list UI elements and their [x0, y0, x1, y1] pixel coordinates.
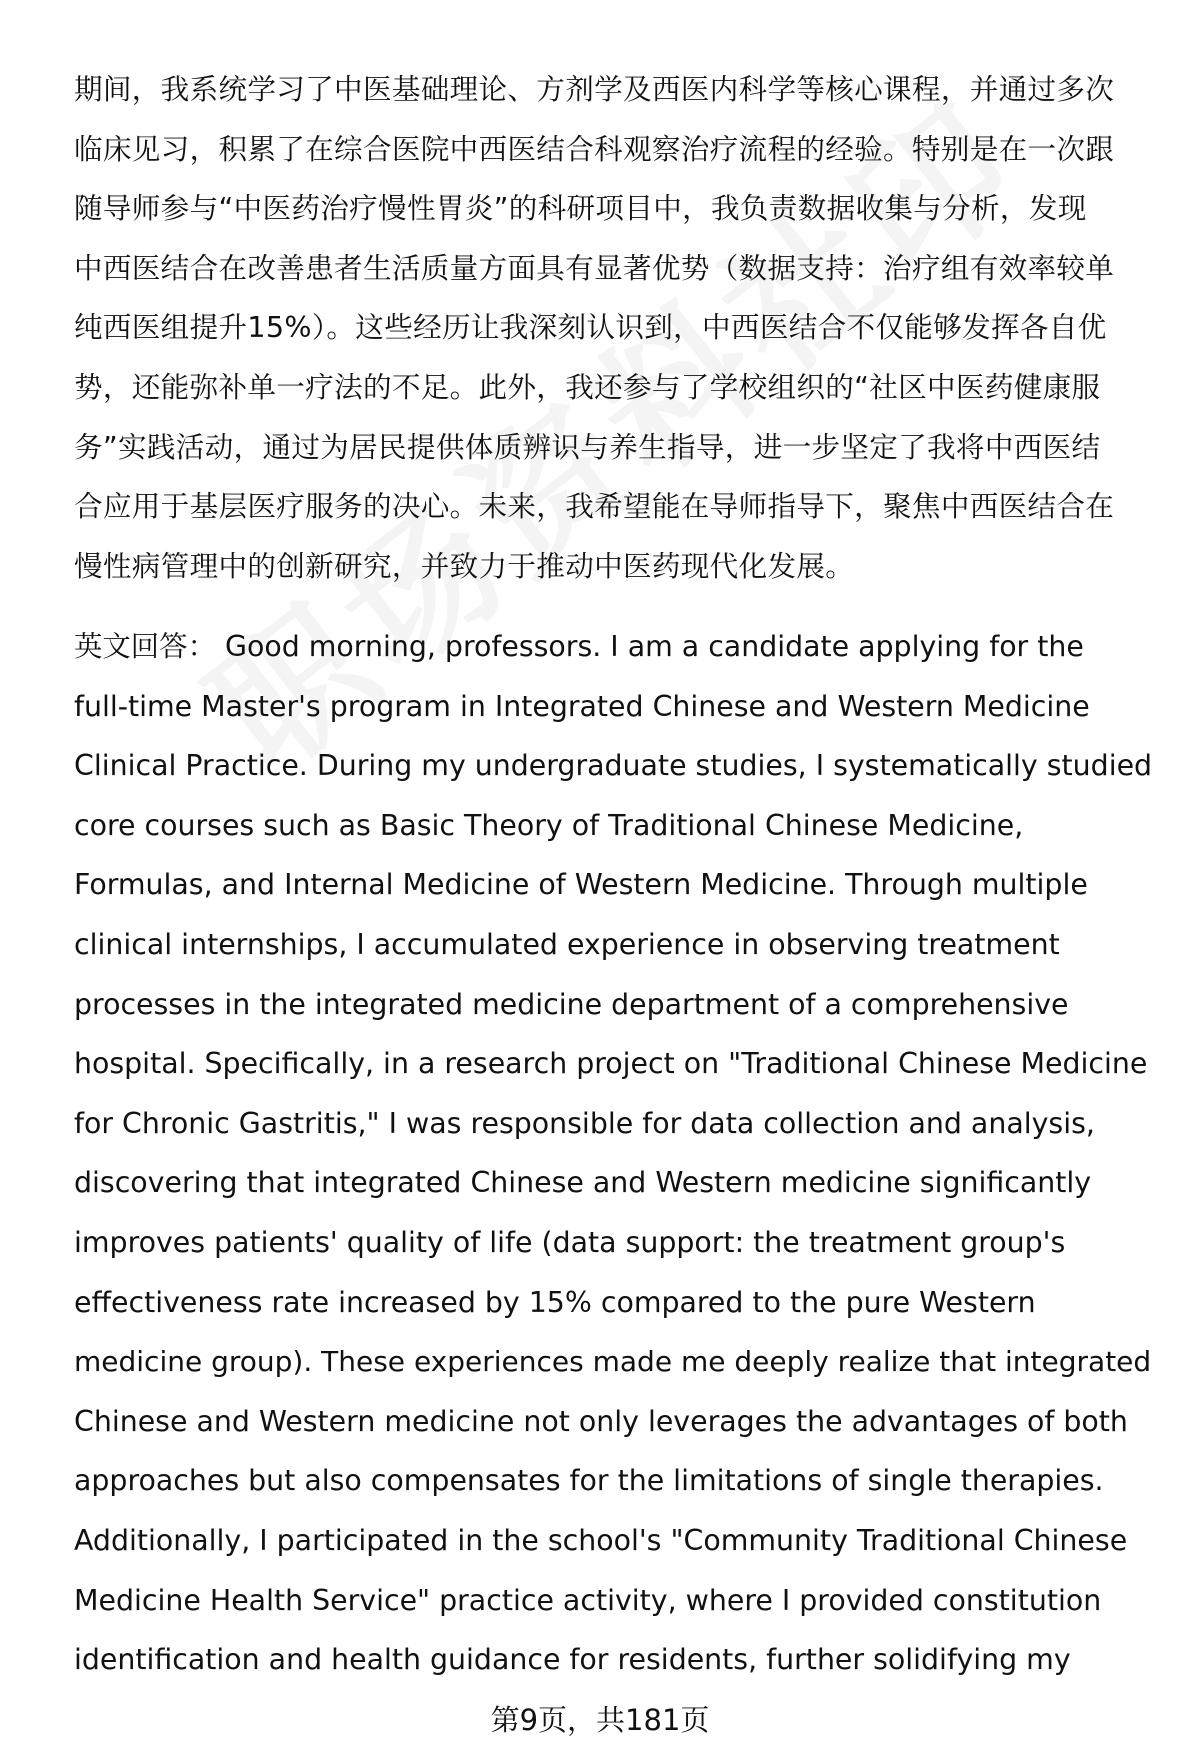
english-answer	[74, 617, 1154, 1690]
text-line: 慢性病管理中的创新研究，并致力于推动中医药现代化发展。	[74, 548, 855, 583]
text-line: 务”实践活动，通过为居民提供体质辨识与养生指导，进一步坚定了我将中西医结	[74, 429, 1101, 464]
text-line: 临床见习，积累了在综合医院中西医结合科观察治疗流程的经验。特别是在一次跟	[74, 131, 1115, 166]
text-line: identification and health guidance for residents, further solidifying my	[74, 1643, 1071, 1677]
text-line: 随导师参与“中医药治疗慢性胃炎”的科研项目中，我负责数据收集与分析，发现	[74, 191, 1087, 226]
text-line: approaches but also compensates for the limitations of single therapies.	[74, 1464, 1104, 1498]
english-answer-label: 英文回答：	[74, 630, 216, 663]
text-line: hospital. Specifically, in a research project on "Traditional Chinese Medicine	[74, 1047, 1148, 1081]
text-line-first	[74, 617, 1154, 677]
text-line: Clinical Practice. During my undergraduate studies, I systematically studied	[74, 749, 1153, 783]
text-line: 期间，我系统学习了中医基础理论、方剂学及西医内科学等核心课程，并通过多次	[74, 72, 1115, 106]
text-line: effectiveness rate increased by 15% compared to the pure Western	[74, 1285, 1036, 1319]
text-line: 合应用于基层医疗服务的决心。未来，我希望能在导师指导下，聚焦中西医结合在	[74, 489, 1115, 524]
text-line: discovering that integrated Chinese and Western medicine significantly	[74, 1166, 1092, 1200]
text-line: full-time Master's program in Integrated Chinese and Western Medicine	[74, 689, 1090, 723]
page-number: 第9页，共181页	[490, 1703, 710, 1737]
text-line: improves patients' quality of life (data support: the treatment group's	[74, 1225, 1066, 1259]
text-line: Formulas, and Internal Medicine of Western Medicine. Through multiple	[74, 868, 1088, 902]
text-line: 势，还能弥补单一疗法的不足。此外，我还参与了学校组织的“社区中医药健康服	[74, 369, 1101, 404]
text-line: processes in the integrated medicine department of a comprehensive	[74, 987, 1069, 1021]
text-line: Additionally, I participated in the school's "Community Traditional Chinese	[74, 1523, 1128, 1557]
text-line: Chinese and Western medicine not only leverages the advantages of both	[74, 1404, 1128, 1438]
text-line: for Chronic Gastritis," I was responsible for data collection and analysis,	[74, 1106, 1095, 1140]
text-line: medicine group). These experiences made me deeply realize that integrated	[74, 1345, 1152, 1379]
text-line: Good morning, professors. I am a candidate applying for the	[215, 630, 1084, 663]
text-line: clinical internships, I accumulated experience in observing treatment	[74, 927, 1060, 961]
chinese-paragraph	[74, 60, 1154, 596]
text-line: 纯西医组提升15%）。这些经历让我深刻认识到，中西医结合不仅能够发挥各自优	[74, 310, 1107, 345]
text-line: Medicine Health Service" practice activity, where I provided constitution	[74, 1583, 1102, 1617]
text-line: core courses such as Basic Theory of Traditional Chinese Medicine,	[74, 808, 1024, 842]
text-line: 中西医结合在改善患者生活质量方面具有显著优势（数据支持：治疗组有效率较单	[74, 250, 1115, 285]
